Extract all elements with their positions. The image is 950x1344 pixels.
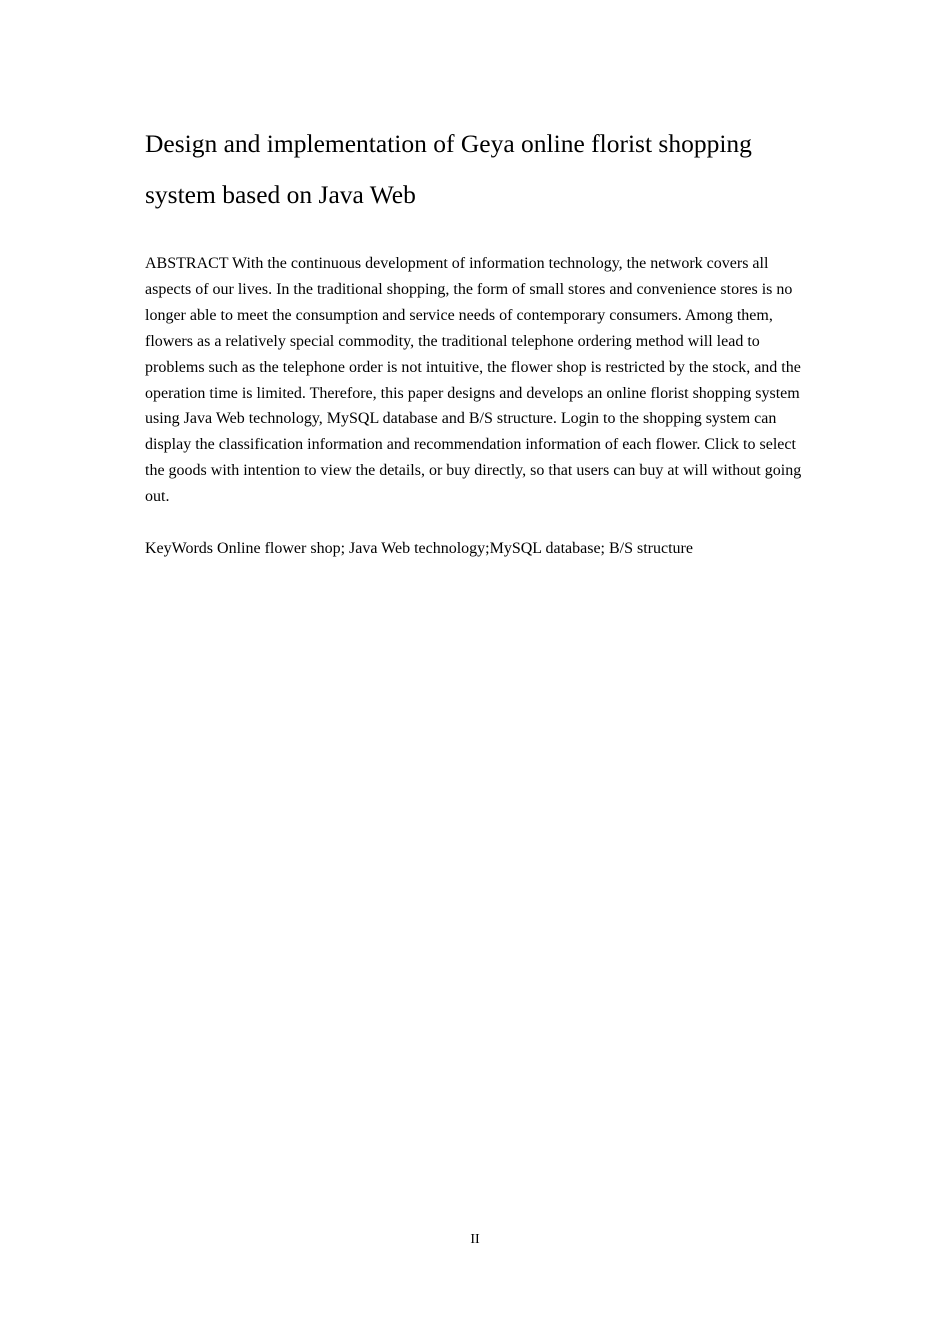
paper-title-line-2: system based on Java Web xyxy=(145,180,416,209)
keywords-label: KeyWords xyxy=(145,540,214,558)
abstract-paragraph xyxy=(145,251,807,510)
keywords-text: Online flower shop; Java Web technology;MySQL database; B/S structure xyxy=(217,540,693,558)
paper-title-line-1: Design and implementation of Geya online florist shopping xyxy=(145,129,752,158)
paper-title xyxy=(145,118,807,220)
abstract-text: With the continuous development of information technology, the network covers all aspects of our lives. In the traditional shopping, the form of small stores and convenience stores is no longer able to meet the consumption and service needs of contemporary consumers. Among them, flowers as a relatively special commodity, the traditional telephone ordering method will lead to problems such as the telephone order is not intuitive, the flower shop is restricted by the stock, and the operation time is limited. Therefore, this paper designs and develops an online florist shopping system using Java Web technology, MySQL database and B/S structure. Login to the shopping system can display the classification information and recommendation information of each flower. Click to select the goods with intention to view the details, or buy directly, so that users can buy at will without going out. xyxy=(145,255,802,506)
page-content xyxy=(145,118,807,562)
abstract-label: ABSTRACT xyxy=(145,255,229,272)
keywords-paragraph xyxy=(145,536,807,562)
page-number: II xyxy=(470,1232,480,1247)
